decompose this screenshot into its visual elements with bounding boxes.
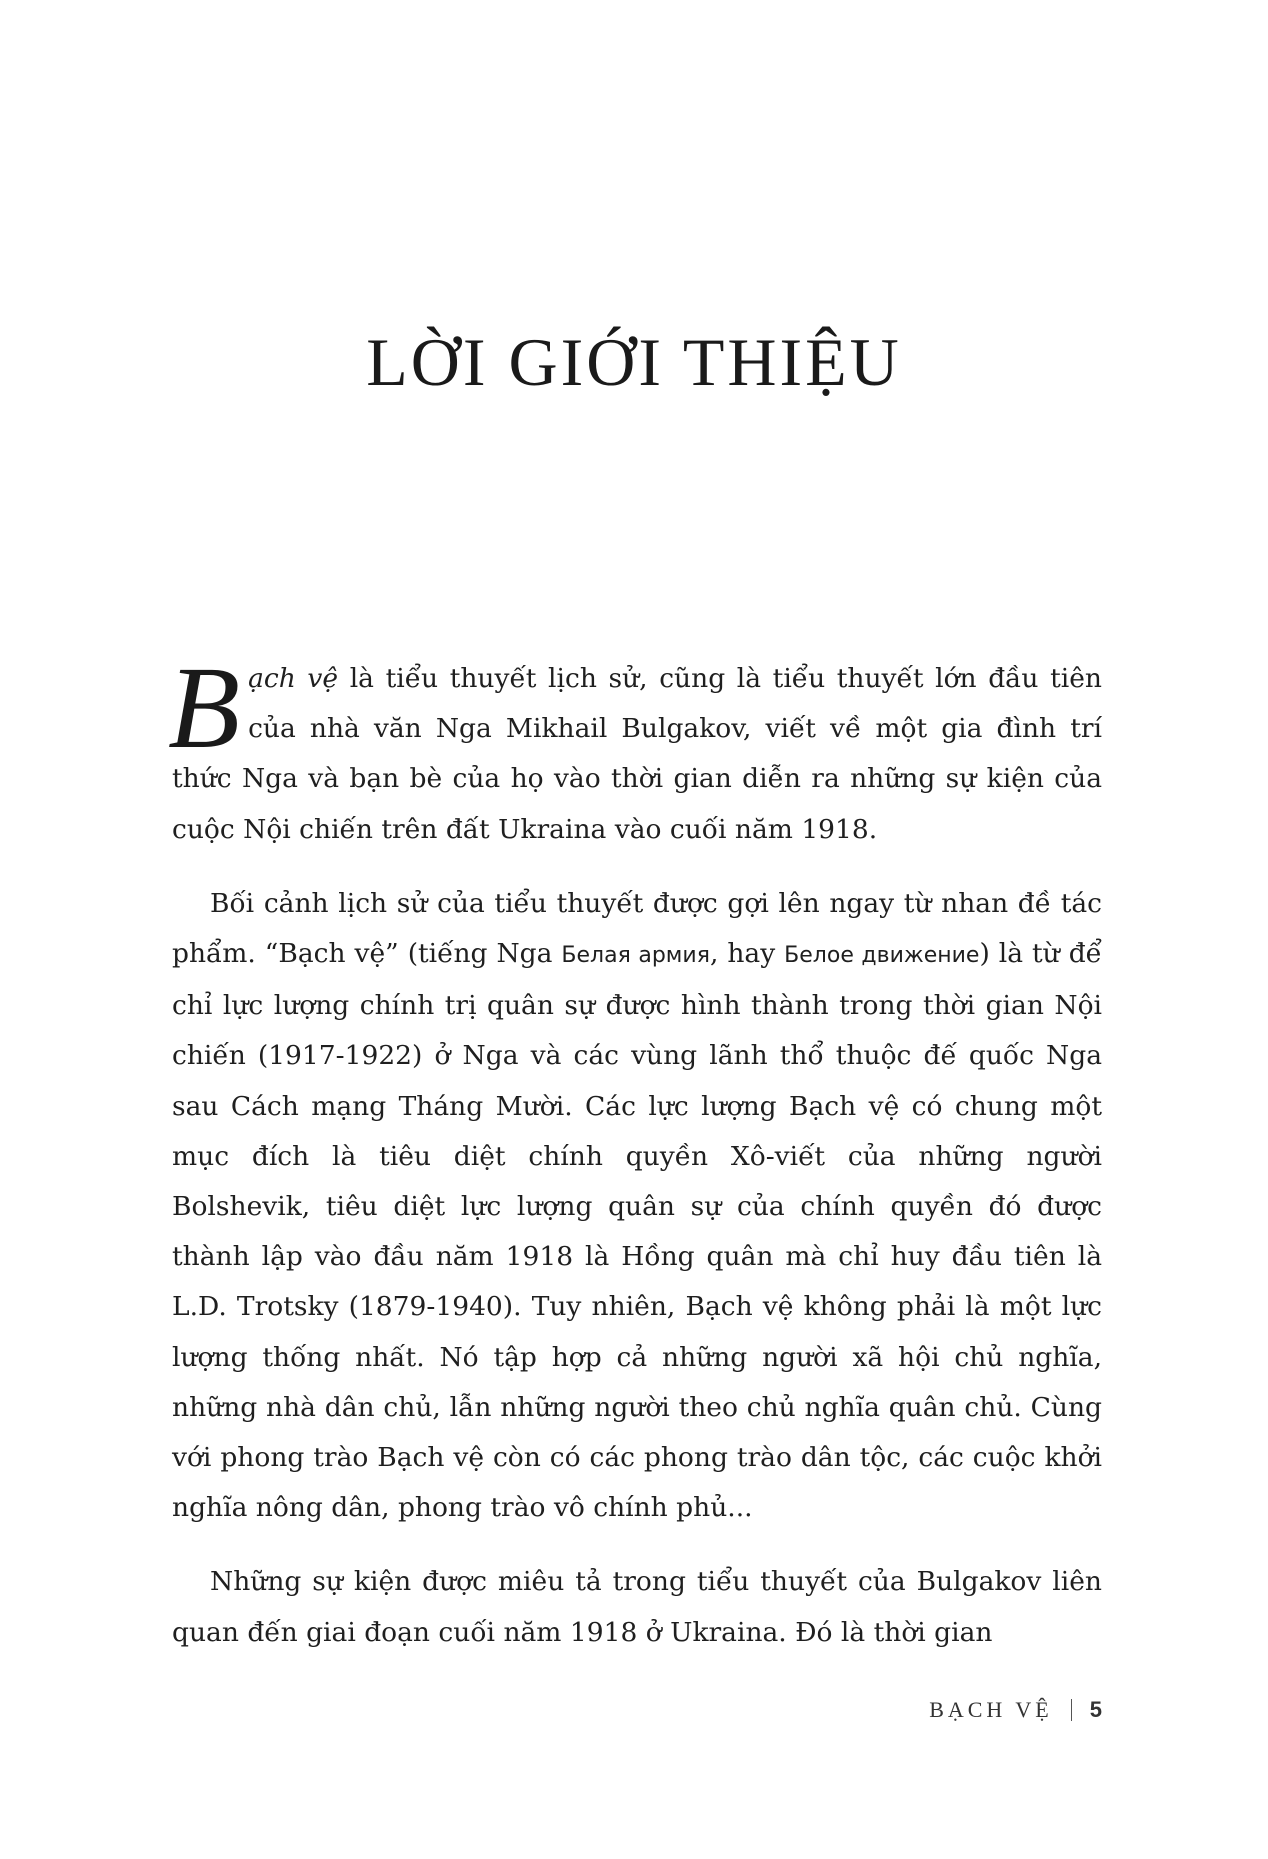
paragraph-2-part3: ) là từ để chỉ lực lượng chính trị quân sự được hình thành trong thời gian Nội chiến (1917-1922) ở Nga và các vùng lãnh thổ thuộc đế quốc Nga sau Cách mạng Tháng Mười. Các lực lượng Bạch vệ có chung một mục đích là tiêu diệt chính quyền Xô-viết của những người Bolshevik, tiêu diệt lực lượng quân sự của chính quyền đó được thành lập vào đầu năm 1918 là Hồng quân mà chỉ huy đầu tiên là L.D. Trotsky (1879-1940). Tuy nhiên, Bạch vệ không phải là một lực lượng thống nhất. Nó tập hợp cả những người xã hội chủ nghĩa, những nhà dân chủ, lẫn những người theo chủ nghĩa quân chủ. Cùng với phong trào Bạch vệ còn có các phong trào dân tộc, các cuộc khởi nghĩa nông dân, phong trào vô chính phủ...	[172, 938, 1102, 1524]
footer-divider	[1071, 1699, 1072, 1721]
paragraph-2	[172, 879, 1102, 1534]
paragraph-3	[172, 1557, 1102, 1657]
body-text	[168, 642, 1102, 1658]
russian-term-2: Белое движение	[784, 943, 980, 969]
page-footer	[929, 1697, 1102, 1723]
paragraph-1	[168, 642, 1102, 855]
drop-cap: B	[168, 642, 241, 773]
paragraph-2-part2: , hay	[709, 938, 785, 970]
page-number: 5	[1089, 1697, 1102, 1722]
paragraph-1-text: là tiểu thuyết lịch sử, cũng là tiểu thuyết lớn đầu tiên của nhà văn Nga Mikhail Bulgakov, viết về một gia đình trí thức Nga và bạn bè của họ vào thời gian diễn ra những sự kiện của cuộc Nội chiến trên đất Ukraina vào cuối năm 1918.	[172, 663, 1102, 845]
paragraph-3-text: Những sự kiện được miêu tả trong tiểu thuyết của Bulgakov liên quan đến giai đoạn cuối năm 1918 ở Ukraina. Đó là thời gian	[172, 1566, 1102, 1648]
paragraph-2-part1: Bối cảnh lịch sử của tiểu thuyết được gợi lên ngay từ nhan đề tác phẩm. “Bạch vệ” (tiếng Nga	[172, 887, 1102, 970]
russian-term-1: Белая армия	[561, 943, 710, 969]
chapter-title: LỜI GIỚI THIỆU	[366, 324, 902, 400]
book-title-italic: ạch vệ	[248, 663, 339, 694]
running-title: BẠCH VỆ	[929, 1697, 1053, 1722]
